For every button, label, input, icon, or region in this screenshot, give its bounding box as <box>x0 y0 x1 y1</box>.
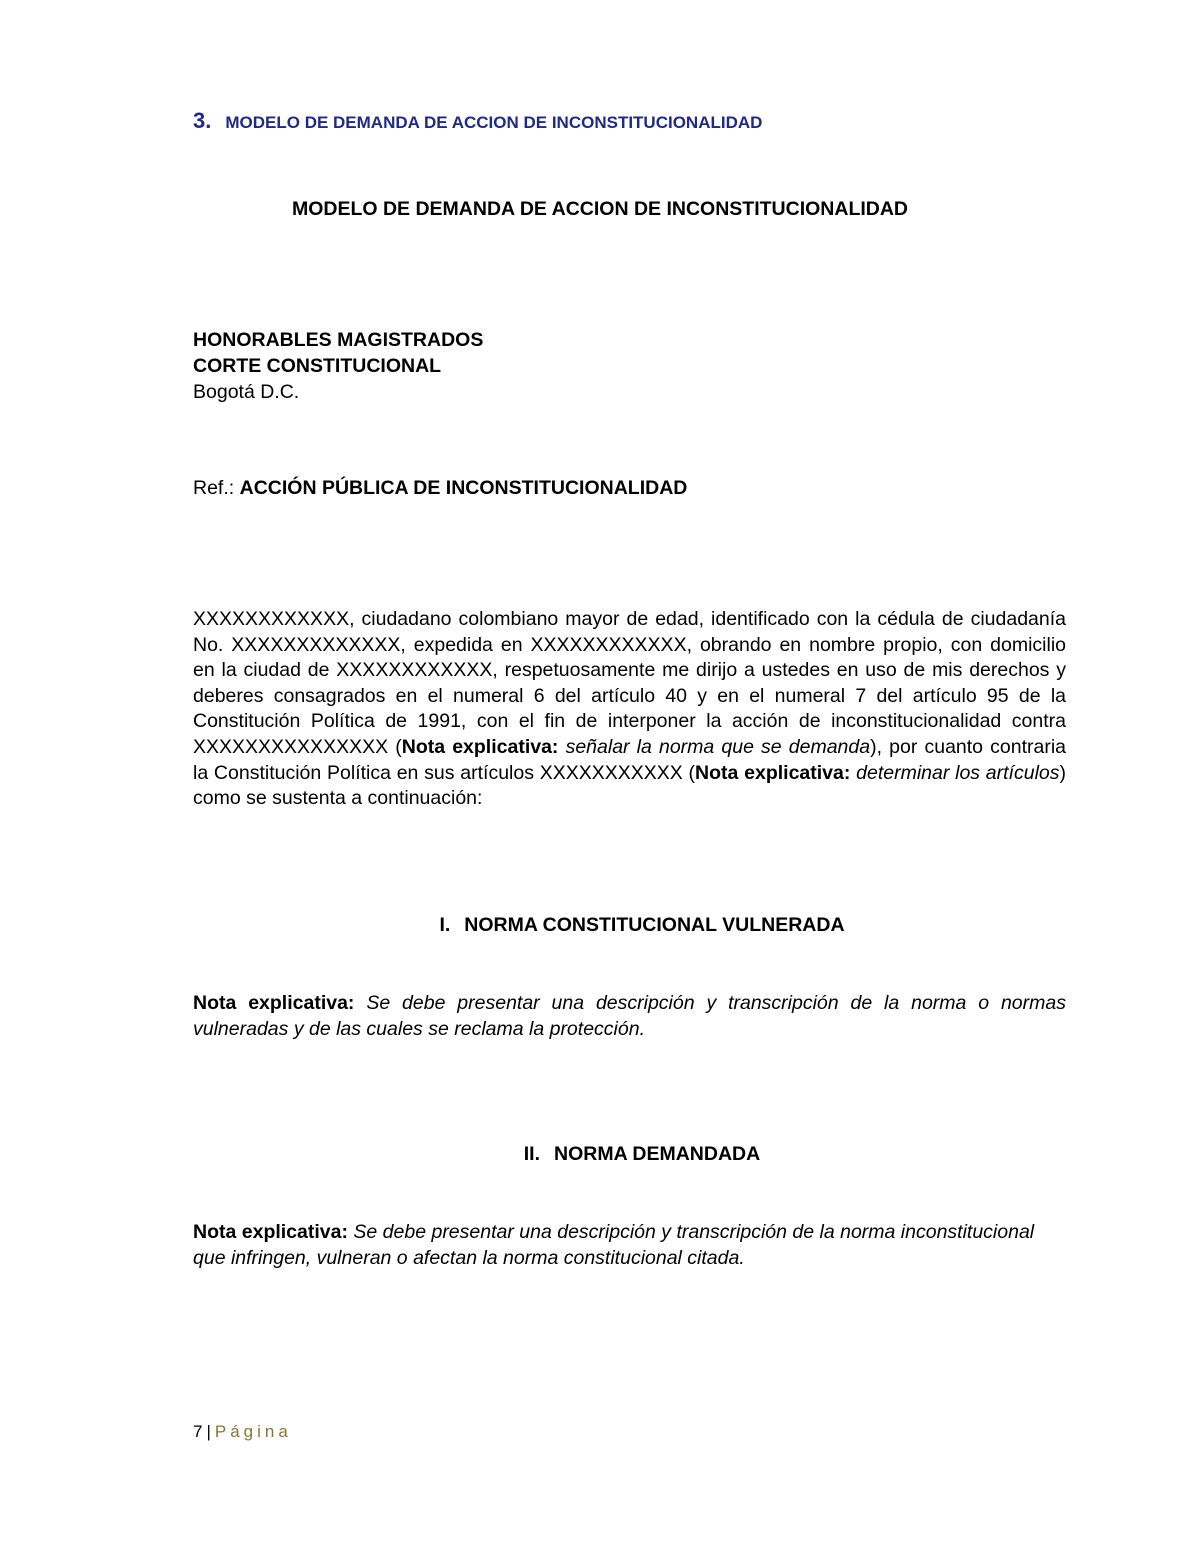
section-i-note <box>193 991 1066 1042</box>
section-i-note-label: Nota explicativa: <box>193 992 355 1014</box>
section-title: MODELO DE DEMANDA DE ACCION DE INCONSTITUCIONALIDAD <box>225 113 763 132</box>
intro-note-label-2: Nota explicativa: <box>695 761 851 784</box>
section-ii-title: NORMA DEMANDADA <box>554 1143 761 1165</box>
reference-label: Ref.: <box>193 477 235 499</box>
section-heading <box>193 108 762 134</box>
intro-text-3: ) como se sustenta a continuación: <box>193 761 1066 810</box>
page-word: Página <box>214 1422 292 1441</box>
reference-line <box>193 477 687 500</box>
section-i-numeral: I. <box>439 914 451 936</box>
reference-value: ACCIÓN PÚBLICA DE INCONSTITUCIONALIDAD <box>239 477 688 499</box>
addressee-line-city: Bogotá D.C. <box>193 381 300 403</box>
addressee-block <box>193 327 483 405</box>
intro-note-text-1: señalar la norma que se demanda <box>565 735 871 758</box>
page-number: 7 <box>193 1422 203 1441</box>
intro-paragraph <box>193 607 1066 812</box>
document-title: MODELO DE DEMANDA DE ACCION DE INCONSTITUCIONALIDAD <box>291 198 909 220</box>
intro-text-1: XXXXXXXXXXXX, ciudadano colombiano mayor de edad, identificado con la cédula de ciudadanía No. XXXXXXXXXXXXX, expedida en XXXXXXXXXXXX, obrando en nombre propio, con domicilio en la ciudad de XXXXXXXXXXXX, respetuosamente me dirijo a ustedes en uso de mis derechos y deberes consagrados en el numeral 6 del artículo 40 y en el numeral 7 del artículo 95 de la Constitución Política de 1991, con el fin de interponer la acción de inconstitucionalidad contra XXXXXXXXXXXXXXX ( <box>193 608 1066 758</box>
section-number: 3. <box>193 108 212 133</box>
section-ii-note-text: Se debe presentar una descripción y transcripción de la norma inconstitucional que infringen, vulneran o afectan la norma constitucional citada. <box>193 1221 1035 1269</box>
section-ii-numeral: II. <box>523 1143 541 1165</box>
addressee-line-magistrados: HONORABLES MAGISTRADOS <box>193 329 484 351</box>
section-ii-note-label: Nota explicativa: <box>193 1221 348 1243</box>
intro-note-text-2: determinar los artículos <box>856 761 1060 784</box>
section-ii-note <box>193 1220 1066 1271</box>
intro-note-label-1: Nota explicativa: <box>401 735 559 758</box>
heading-section-i <box>0 914 1200 937</box>
section-i-title: NORMA CONSTITUCIONAL VULNERADA <box>464 914 845 936</box>
footer-separator: | <box>206 1422 211 1441</box>
heading-section-ii <box>0 1143 1200 1166</box>
intro-text-2: ), por cuanto contraria la Constitución Política en sus artículos XXXXXXXXXXX ( <box>193 735 1067 784</box>
section-i-note-text: Se debe presentar una descripción y transcripción de la norma o normas vulneradas y de las cuales se reclama la protección. <box>193 992 1066 1040</box>
page-footer <box>193 1422 292 1442</box>
addressee-line-corte: CORTE CONSTITUCIONAL <box>193 355 442 377</box>
